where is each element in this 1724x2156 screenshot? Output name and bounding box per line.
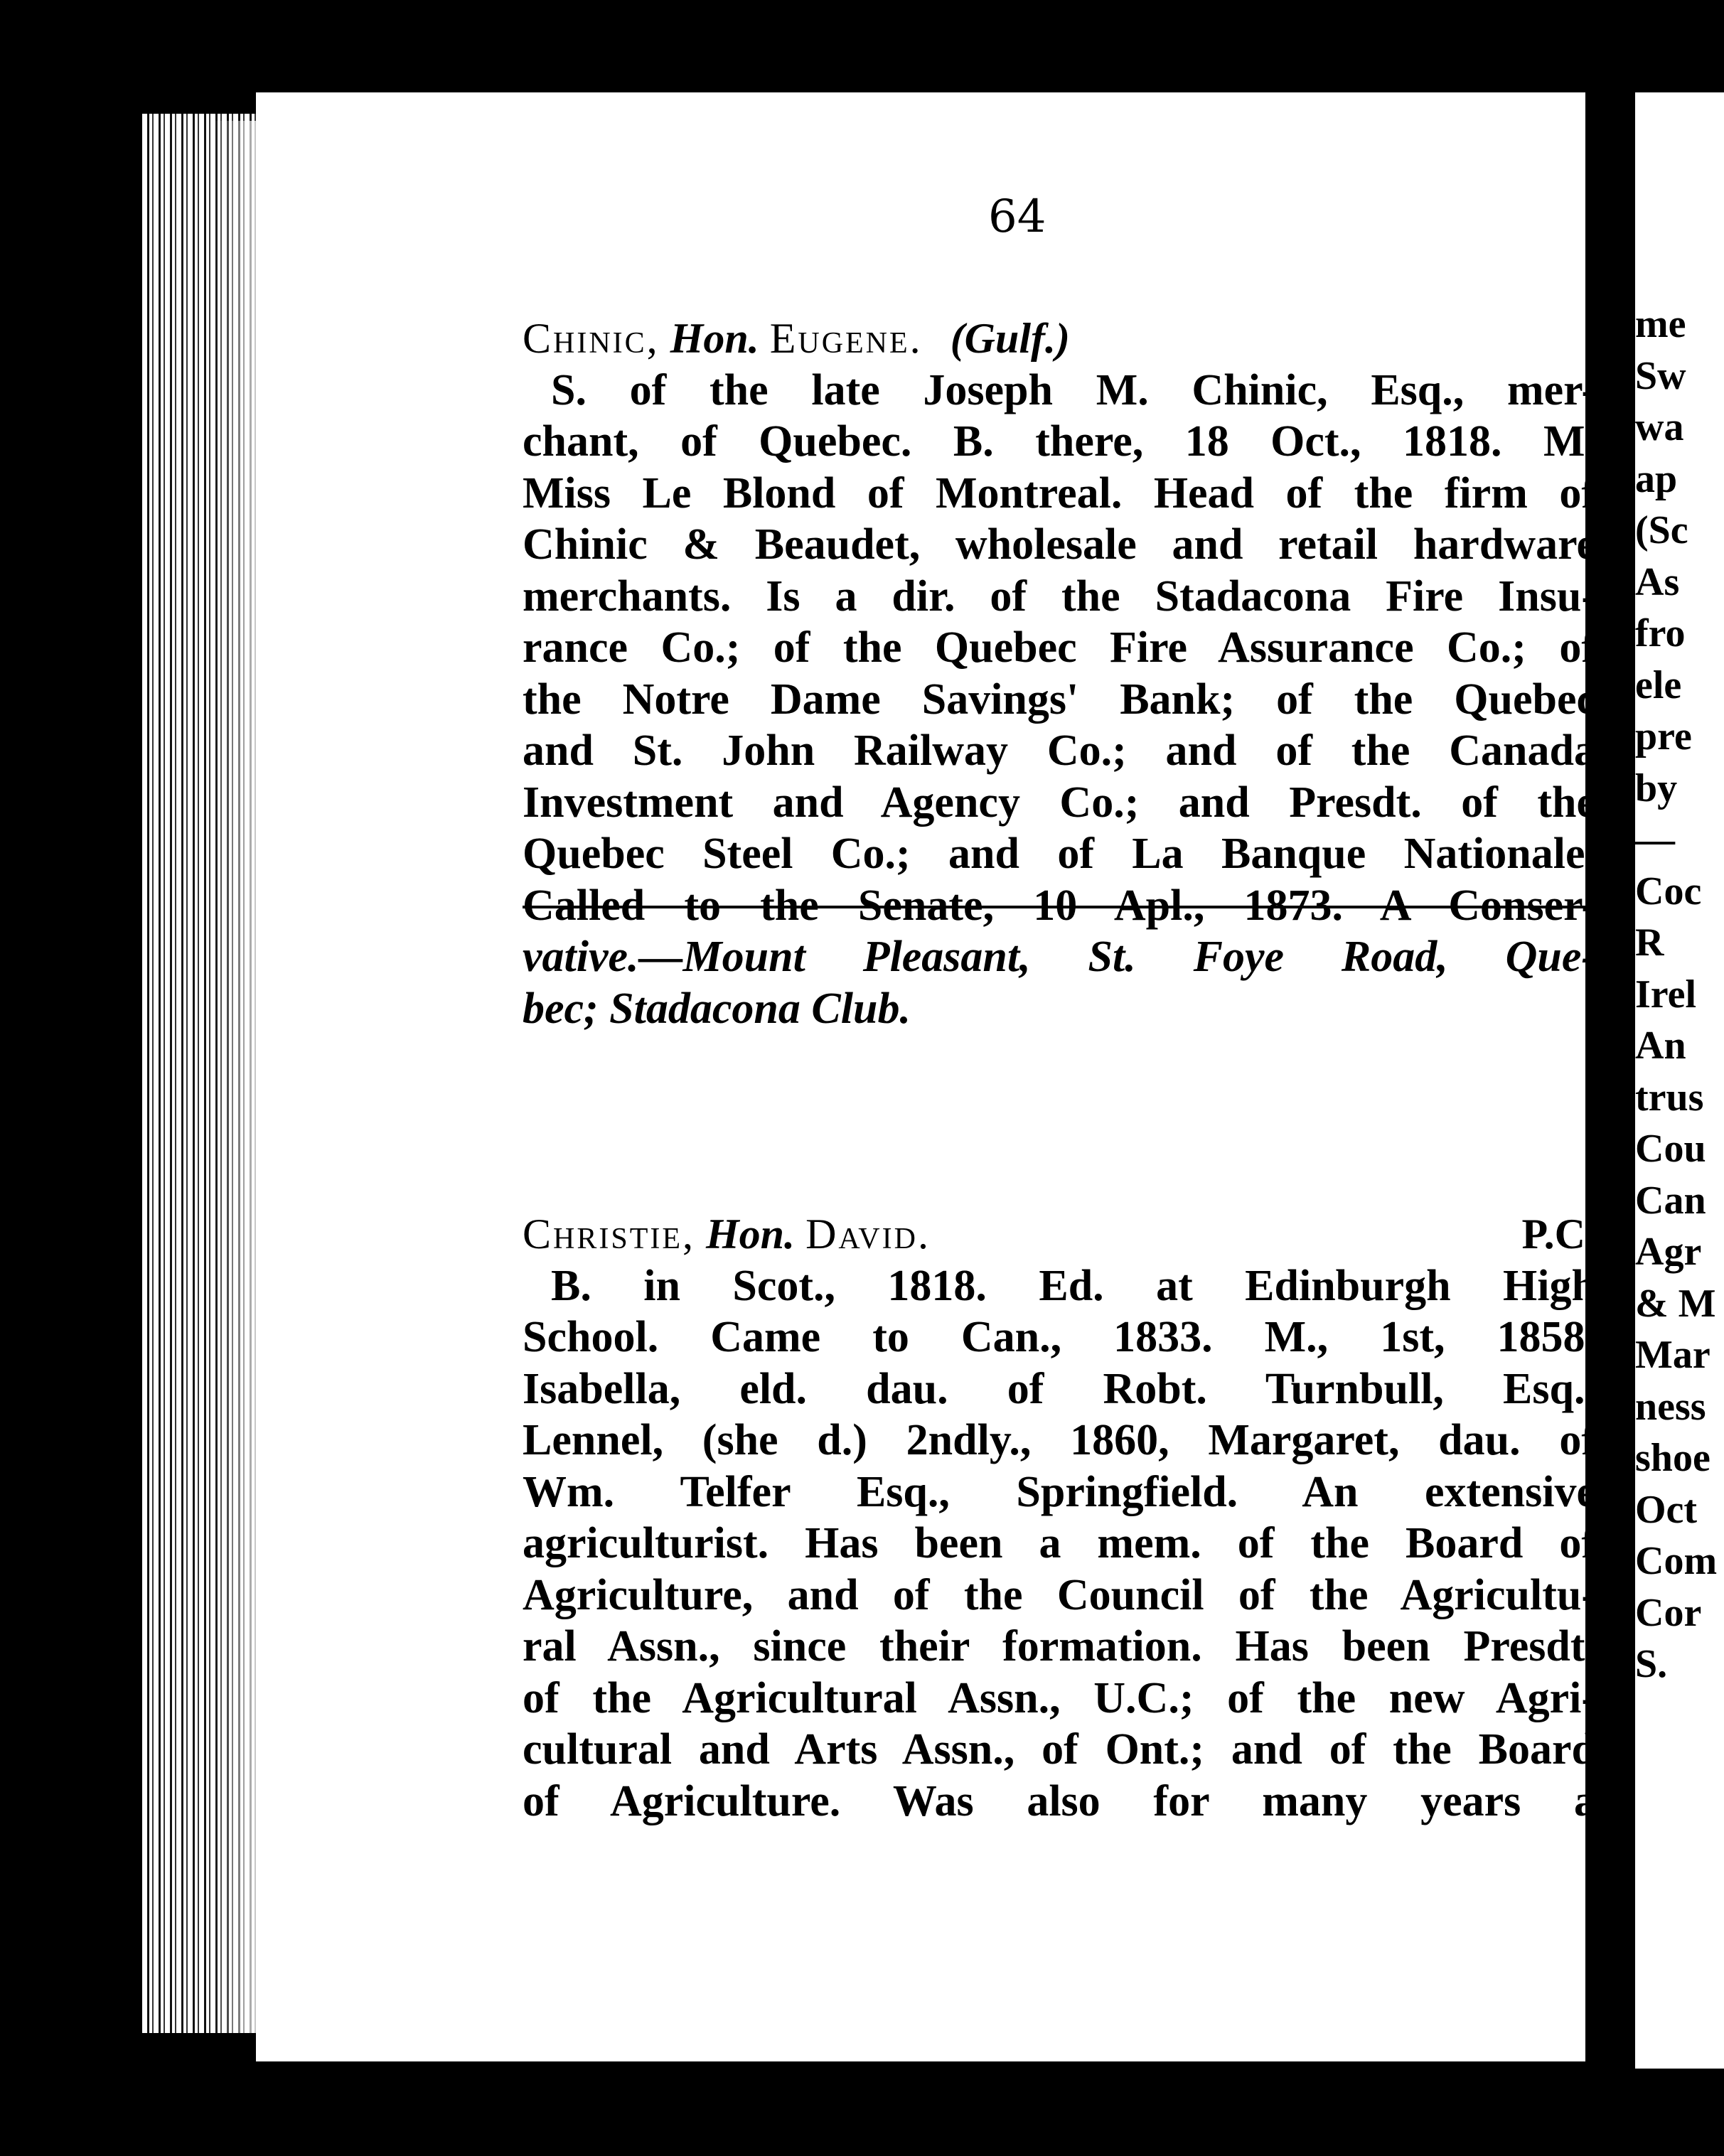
text-line: rance Co.; of the Quebec Fire Assurance Co.; of	[523, 623, 1596, 672]
entry-chinic	[523, 313, 1596, 1034]
text-line: Miss Le Blond of Montreal. Head of the firm of	[523, 468, 1596, 517]
text-line: S. of the late Joseph M. Chinic, Esq., mer-	[551, 365, 1596, 414]
facing-page-fragment: Cou	[1635, 1127, 1706, 1171]
facing-page-fragment: An	[1635, 1024, 1686, 1068]
facing-page-fragment: —	[1635, 817, 1675, 862]
text-line: and St. John Railway Co.; and of the Canada	[523, 726, 1596, 775]
text-line: Investment and Agency Co.; and Presdt. of the	[523, 778, 1596, 827]
text-line: Agriculture, and of the Council of the Agricultu-	[523, 1570, 1596, 1619]
facing-page-fragment: ness	[1635, 1384, 1706, 1429]
text-line: Quebec Steel Co.; and of La Banque Nationale.	[523, 830, 1596, 878]
facing-page-fragment: & M	[1635, 1281, 1716, 1326]
given-name: Eugene.	[769, 315, 923, 362]
page-number: 64	[988, 191, 1046, 243]
given-name: David.	[805, 1211, 931, 1257]
honorific: Hon.	[670, 315, 759, 362]
facing-page-fragment: Coc	[1635, 869, 1702, 913]
facing-page-text	[1635, 299, 1724, 1690]
facing-page-fragment: Agr	[1635, 1230, 1702, 1274]
entry-name	[523, 313, 1070, 365]
entry-note: P.C.	[1521, 1211, 1596, 1257]
entry-body	[523, 365, 1596, 1035]
text-line: ral Assn., since their formation. Has been Presdt.	[523, 1622, 1596, 1670]
text-line: vative.—Mount Pleasant, St. Foye Road, Que-	[523, 933, 1596, 981]
facing-page-fragment: me	[1635, 302, 1686, 346]
text-line: B. in Scot., 1818. Ed. at Edinburgh High	[551, 1261, 1596, 1310]
text-line: School. Came to Can., 1833. M., 1st, 1858,	[523, 1313, 1596, 1361]
facing-page-fragment: Cor	[1635, 1590, 1702, 1635]
facing-page-fragment: Sw	[1635, 353, 1686, 398]
text-line: of the Agricultural Assn., U.C.; of the new Agri-	[523, 1673, 1596, 1722]
text-line: of Agriculture. Was also for many years a	[523, 1776, 1596, 1825]
text-line: merchants. Is a dir. of the Stadacona Fire Insu-	[523, 572, 1596, 621]
text-line: bec; Stadacona Club.	[523, 984, 911, 1033]
entry-body	[523, 1260, 1596, 1828]
facing-page-fragment: by	[1635, 766, 1678, 810]
facing-page-fragment: Can	[1635, 1178, 1706, 1223]
facing-page-fragment: wa	[1635, 405, 1684, 449]
surname: Chinic,	[523, 315, 660, 362]
facing-page-fragment: (Sc	[1635, 508, 1688, 552]
surname: Christie,	[523, 1211, 696, 1257]
facing-page-fragment: Irel	[1635, 972, 1697, 1017]
entry-christie	[523, 1208, 1596, 1827]
text-line: Isabella, eld. dau. of Robt. Turnbull, Esq.,	[523, 1364, 1596, 1413]
facing-page-fragment: Mar	[1635, 1333, 1710, 1377]
facing-page-fragment: Com	[1635, 1539, 1718, 1583]
text-line: agriculturist. Has been a mem. of the Board of	[523, 1519, 1596, 1567]
facing-page-fragment: fro	[1635, 611, 1686, 655]
text-line: Lennel, (she d.) 2ndly., 1860, Margaret, dau. of	[523, 1416, 1596, 1464]
text-line: Wm. Telfer Esq., Springfield. An extensive	[523, 1467, 1596, 1516]
page-edge-fade	[213, 121, 277, 2033]
entry-heading	[523, 313, 1596, 365]
text-line-struck: Called to the Senate, 10 Apl., 1873. A Conser-	[523, 881, 1596, 930]
facing-page-fragment: shoe	[1635, 1436, 1710, 1480]
entry-name	[523, 1208, 931, 1260]
facing-page-fragment: S.	[1635, 1642, 1668, 1686]
text-line: cultural and Arts Assn., of Ont.; and of the Board	[523, 1725, 1596, 1774]
facing-page-fragment: ele	[1635, 663, 1682, 707]
facing-page-fragment: As	[1635, 559, 1680, 604]
text-line: the Notre Dame Savings' Bank; of the Quebec	[523, 675, 1596, 724]
text-line: chant, of Quebec. B. there, 18 Oct., 1818. M.	[523, 417, 1596, 466]
honorific: Hon.	[706, 1211, 796, 1257]
facing-page-fragment: ap	[1635, 456, 1678, 501]
entry-heading	[523, 1208, 1596, 1260]
facing-page-fragment: R	[1635, 921, 1664, 965]
division: (Gulf.)	[950, 315, 1070, 362]
text-line: Chinic & Beaudet, wholesale and retail hardware	[523, 520, 1596, 569]
facing-page-fragment: pre	[1635, 714, 1692, 758]
facing-page-fragment: Oct	[1635, 1487, 1698, 1532]
facing-page-fragment: trus	[1635, 1075, 1704, 1120]
